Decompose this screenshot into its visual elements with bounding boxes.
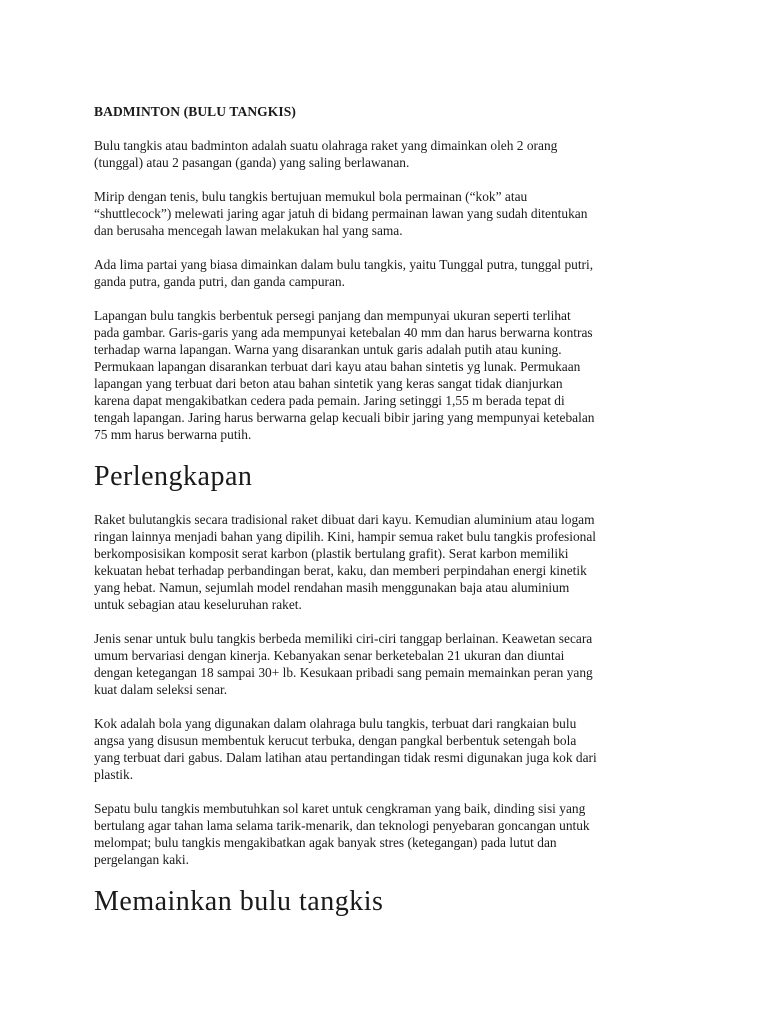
section-heading-memainkan: Memainkan bulu tangkis xyxy=(94,886,384,917)
intro-paragraph-4: Lapangan bulu tangkis berbentuk persegi panjang dan mempunyai ukuran seperti terlihat pada gambar. Garis-garis yang ada mempunyai ketebalan 40 mm dan harus berwarna kontras terhadap warna lapangan. Warna yang disarankan untuk garis adalah putih atau kuning. Permukaan lapangan disarankan terbuat dari kayu atau bahan sintetis yg lunak. Permukaan lapangan yang terbuat dari beton atau bahan sintetik yang keras sangat tidak dianjurkan karena dapat mengakibatkan cedera pada pemain. Jaring setinggi 1,55 m berada tepat di tengah lapangan. Jaring harus berwarna gelap kecuali bibir jaring yang mempunyai ketebalan 75 mm harus berwarna putih. xyxy=(94,308,595,442)
document-page xyxy=(94,103,684,936)
perlengkapan-paragraph-3: Kok adalah bola yang digunakan dalam olahraga bulu tangkis, terbuat dari rangkaian bulu angsa yang disusun membentuk kerucut terbuka, dengan pangkal berbentuk setengah bola yang terbuat dari gabus. Dalam latihan atau pertandingan tidak resmi digunakan juga kok dari plastik. xyxy=(94,716,597,782)
perlengkapan-paragraph-4: Sepatu bulu tangkis membutuhkan sol karet untuk cengkraman yang baik, dinding sisi yang bertulang agar tahan lama selama tarik-menarik, dan teknologi penyebaran goncangan untuk melompat; bulu tangkis mengakibatkan agak banyak stres (ketegangan) pada lutut dan pergelangan kaki. xyxy=(94,801,590,867)
section-heading-perlengkapan: Perlengkapan xyxy=(94,461,253,492)
perlengkapan-paragraph-2: Jenis senar untuk bulu tangkis berbeda memiliki ciri-ciri tanggap berlainan. Keawetan secara umum bervariasi dengan kinerja. Kebanyakan senar berketebalan 21 ukuran dan diuntai dengan ketegangan 18 sampai 30+ lb. Kesukaan pribadi sang pemain memainkan peran yang kuat dalam seleksi senar. xyxy=(94,631,593,697)
intro-paragraph-1: Bulu tangkis atau badminton adalah suatu olahraga raket yang dimainkan oleh 2 orang (tunggal) atau 2 pasangan (ganda) yang saling berlawanan. xyxy=(94,138,558,170)
intro-paragraph-3: Ada lima partai yang biasa dimainkan dalam bulu tangkis, yaitu Tunggal putra, tunggal putri, ganda putra, ganda putri, dan ganda campuran. xyxy=(94,257,594,289)
document-title: BADMINTON (BULU TANGKIS) xyxy=(94,104,296,119)
perlengkapan-paragraph-1: Raket bulutangkis secara tradisional raket dibuat dari kayu. Kemudian aluminium atau logam ringan lainnya menjadi bahan yang dipilih. Kini, hampir semua raket bulu tangkis profesional berkomposisikan komposit serat karbon (plastik bertulang grafit). Serat karbon memiliki kekuatan hebat terhadap perbandingan berat, kaku, dan memberi perpindahan energi kinetik yang hebat. Namun, sejumlah model rendahan masih menggunakan baja atau aluminium untuk sebagian atau keseluruhan raket. xyxy=(94,512,597,612)
intro-paragraph-2: Mirip dengan tenis, bulu tangkis bertujuan memukul bola permainan (“kok” atau “shuttlecock”) melewati jaring agar jatuh di bidang permainan lawan yang sudah ditentukan dan berusaha mencegah lawan melakukan hal yang sama. xyxy=(94,189,588,238)
